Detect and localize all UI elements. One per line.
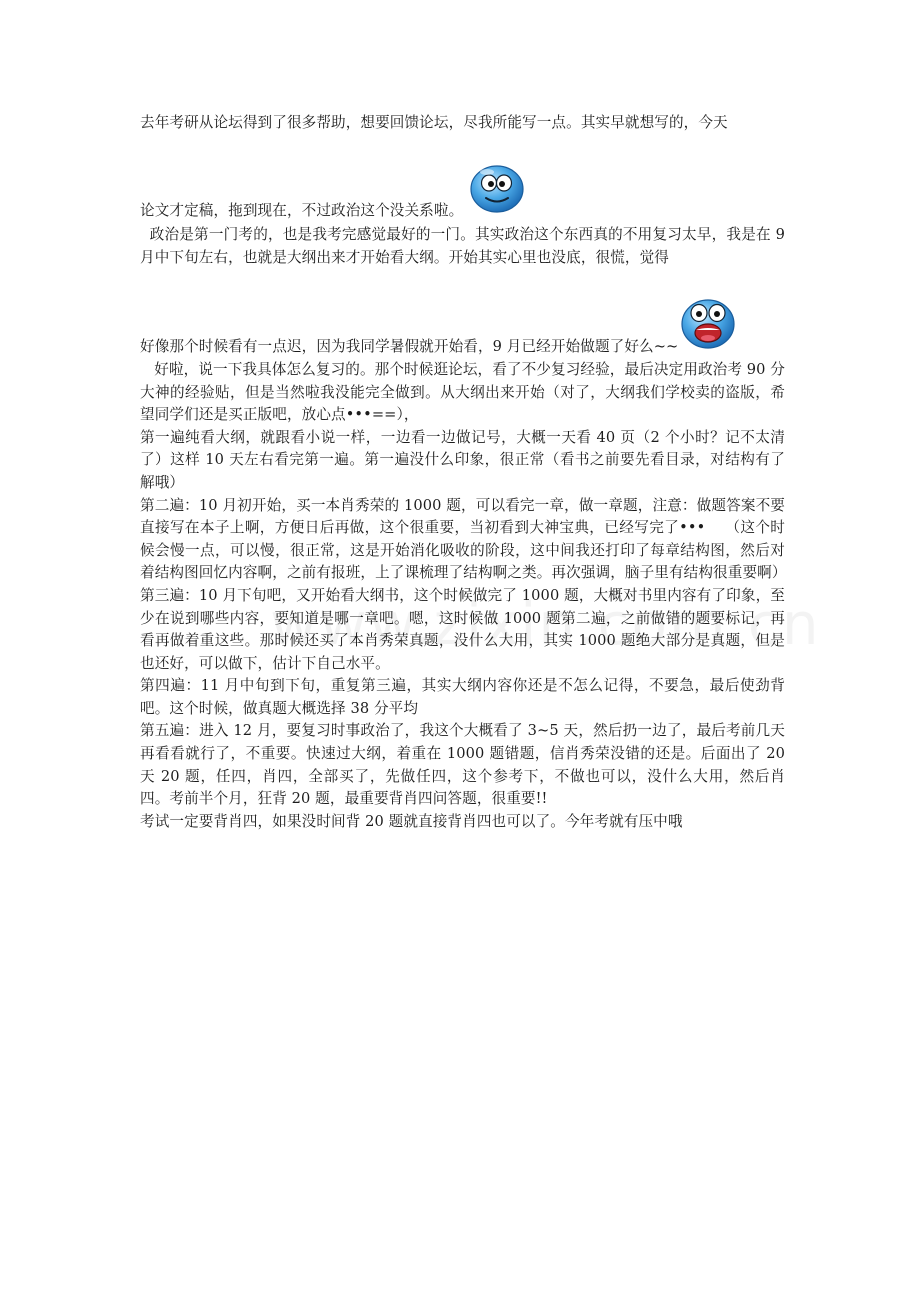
paragraph-intro-line1: 去年考研从论坛得到了很多帮助，想要回馈论坛，尽我所能写一点。其实早就想写的，今天 [140, 114, 728, 131]
paragraph-text: 好像那个时候看有一点迟，因为我同学暑假就开始看，9 月已经开始做题了好么~~ [140, 338, 679, 356]
document-body [140, 112, 790, 833]
spacer [140, 135, 785, 165]
paragraph-fourth-pass: 第四遍：11 月中旬到下旬，重复第三遍，其实大纲内容你还是不怎么记得，不要急，最后使劲背吧。这个时候，做真题大概选择 38 分平均 [140, 677, 785, 717]
paragraph-intro-line2 [140, 165, 785, 223]
paragraph-politics-start: 政治是第一门考的，也是我考完感觉最好的一门。其实政治这个东西真的不用复习太早，我是在 9 月中下旬左右，也就是大纲出来才开始看大纲。开始其实心里也没底，很慌，觉得 [140, 226, 790, 266]
shocked-emoticon-icon [680, 297, 736, 357]
spacer [140, 269, 785, 299]
paragraph-politics-late [140, 299, 785, 359]
paragraph-review-approach: 好啦，说一下我具体怎么复习的。那个时候逛论坛，看了不少复习经验，最后决定用政治考 90 分大神的经验贴，但是当然啦我没能完全做到。从大纲出来开始（对了，大纲我们学校卖的盗版，希望同学们还是买正版吧，放心点•••==）， [140, 360, 786, 424]
paragraph-fifth-pass: 第五遍：进入 12 月，要复习时事政治了，我这个大概看了 3~5 天，然后扔一边了，最后考前几天再看看就行了，不重要。快速过大纲，着重在 1000 题错题，信肖秀荣没错的还是。后面出了 20 天 20 题，任四，肖四，全部买了，先做任四，这个参考下，不做也可以，没什么大用，然后肖四。考前半个月，狂背 20 题，最重要背肖四问答题，很重要!! [140, 722, 785, 808]
paragraph-first-pass: 第一遍纯看大纲，就跟看小说一样，一边看一边做记号，大概一天看 40 页（2 个小时？记不太清了）这样 10 天左右看完第一遍。第一遍没什么印象，很正常（看书之前要先看目录，对结构有了解哦） [140, 428, 785, 491]
paragraph-exam-tip: 考试一定要背肖四，如果没时间背 20 题就直接背肖四也可以了。今年考就有压中哦 [140, 812, 683, 830]
paragraph-second-pass: 第二遍：10 月初开始，买一本肖秀荣的 1000 题，可以看完一章，做一章题，注意：做题答案不要直接写在本子上啊，方便日后再做，这个很重要，当初看到大神宝典，已经写完了••• （这个时候会慢一点，可以慢，很正常，这是开始消化吸收的阶段，这中间我还打印了每章结构图，然后对着结构图回忆内容啊，之前有报班，上了课梳理了结构啊之类。再次强调，脑子里有结构很重要啊） [140, 496, 787, 582]
smiling-emoticon-icon [469, 163, 525, 221]
paragraph-third-pass: 第三遍：10 月下旬吧，又开始看大纲书，这个时候做完了 1000 题，大概对书里内容有了印象，至少在说到哪些内容，要知道是哪一章吧。嗯，这时候做 1000 题第二遍，之前做错的题要标记，再看再做着重这些。那时候还买了本肖秀荣真题，没什么大用，其实 1000 题绝大部分是真题，但是也还好，可以做下，估计下自己水平。 [140, 586, 785, 672]
paragraph-text: 论文才定稿，拖到现在，不过政治这个没关系啦。 [140, 201, 464, 219]
